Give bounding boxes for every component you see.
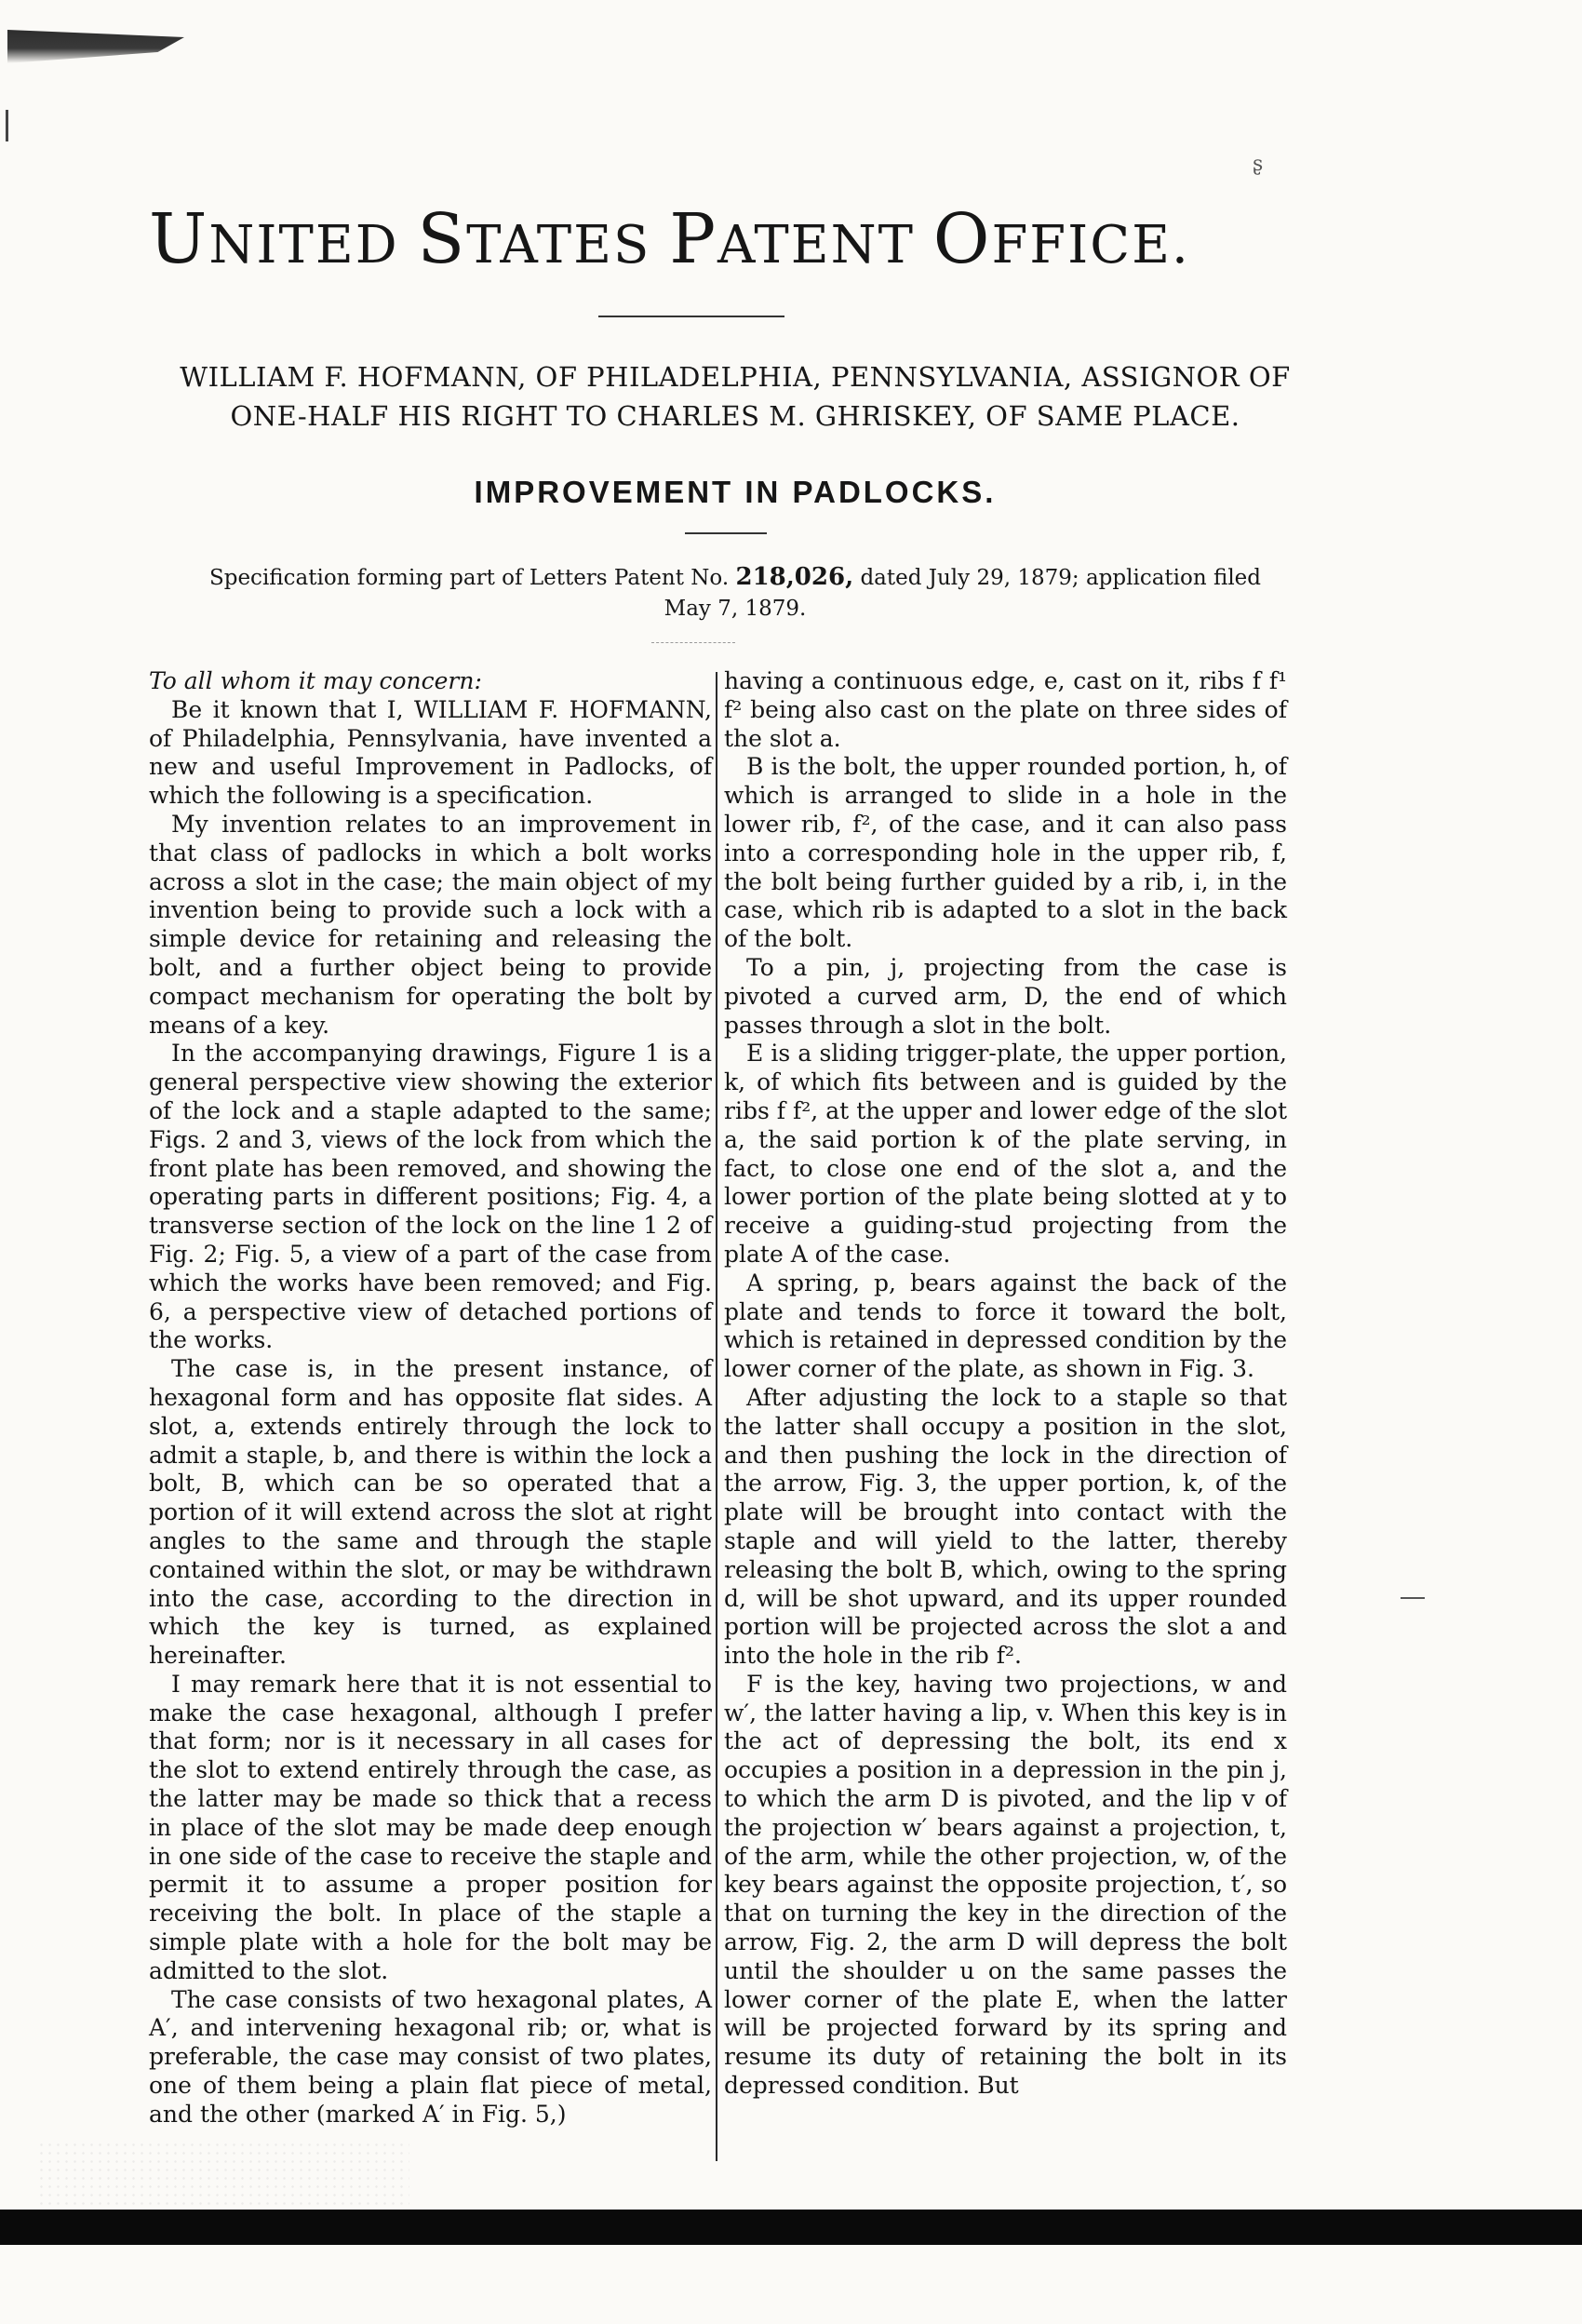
paragraph: Be it known that I, WILLIAM F. HOFMANN, of Philadelphia, Pennsylvania, have invented a new and useful Improvement in Padlocks, of which the following is a specification. bbox=[149, 695, 712, 810]
paragraph: The case is, in the present instance, of hexagonal form and has opposite flat sides. A slot, a, extends entirely through the lock to admit a staple, b, and there is within the lock a bolt, B, which can be so operated that a portion of it will extend across the slot at right angles to the same and through the staple contained within the slot, or may be withdrawn into the case, according to the direction in which the key is turned, as explained hereinafter. bbox=[149, 1355, 712, 1670]
corner-mark: ʂ bbox=[1253, 153, 1264, 176]
paragraph: E is a sliding trigger-plate, the upper portion, k, of which fits between and is guided by the ribs f f², at the upper and lower edge of the slot a, the said portion k of the plate serving, in fact, to close one end of the slot a, and the lower portion of the plate being slotted at y to receive a guiding-stud projecting from the plate A of the case. bbox=[724, 1040, 1287, 1268]
paragraph: F is the key, having two projections, w and w′, the latter having a lip, v. When this key is in the act of depressing the bolt, its end x occupies a position in a depression in the pin j, to which the arm D is pivoted, and the lip v of the projection w′ bears against a projection, t, of the arm, while the other projection, w, of the key bears against the opposite projection, t′, so that on turning the key in the direction of the arrow, Fig. 2, the arm D will depress the bolt until the shoulder u on the same passes the lower corner of the plate E, when the latter will be projected forward by its spring and resume its duty of retaining the bolt in its depressed condition. But bbox=[724, 1670, 1287, 2100]
scan-artifact bbox=[7, 26, 184, 63]
paragraph: My invention relates to an improvement in that class of padlocks in which a bolt works across a slot in the case; the main object of my invention being to provide such a lock with a simple device for retaining and releasing the bolt, and a further object being to provide compact mechanism for operating the bolt by means of a key. bbox=[149, 810, 712, 1039]
inventors-line-2: ONE-HALF HIS RIGHT TO CHARLES M. GHRISKEY, OF SAME PLACE. bbox=[230, 400, 1240, 432]
scan-bottom-bar bbox=[0, 2210, 1582, 2245]
paragraph: I may remark here that it is not essential to make the case hexagonal, although I prefer that form; nor is it necessary in all cases for the slot to extend entirely through the case, as the latter may be made so thick that a recess in place of the slot may be made deep enough in one side of the case to receive the staple and permit it to assume a proper position for receiving the bolt. In place of the staple a simple plate with a hole for the bolt may be admitted to the slot. bbox=[149, 1670, 712, 1984]
paragraph: B is the bolt, the upper rounded portion, h, of which is arranged to slide in a hole in the lower rib, f², of the case, and it can also pass into a corresponding hole in the upper rib, f, the bolt being further guided by a rib, i, in the case, which rib is adapted to a slot in the back of the bolt. bbox=[724, 753, 1287, 953]
scan-artifact bbox=[1401, 1597, 1425, 1599]
divider-rule bbox=[685, 532, 767, 534]
right-column bbox=[724, 667, 1287, 2101]
divider-rule bbox=[598, 316, 784, 317]
inventors-line bbox=[140, 357, 1331, 436]
paragraph: A spring, p, bears against the back of the plate and tends to force it toward the bolt, which is retained in depressed condition by the lower corner of the plate, as shown in Fig. 3. bbox=[724, 1269, 1287, 1383]
paragraph: having a continuous edge, e, cast on it, ribs f f¹ f² being also cast on the plate on three sides of the slot a. bbox=[724, 667, 1287, 752]
paragraph: The case consists of two hexagonal plates, A A′, and intervening hexagonal rib; or, what is preferable, the case may consist of two plates, one of them being a plain flat piece of metal, and the other (marked A′ in Fig. 5,) bbox=[149, 1985, 712, 2128]
patent-title: IMPROVEMENT IN PADLOCKS. bbox=[474, 475, 997, 509]
paragraph: In the accompanying drawings, Figure 1 is a general perspective view showing the exterior of the lock and a staple adapted to the same; Figs. 2 and 3, views of the lock from which the front plate has been removed, and showing the operating parts in different positions; Fig. 4, a transverse section of the lock on the line 1 2 of Fig. 2; Fig. 5, a view of a part of the case from which the works have been removed; and Fig. 6, a perspective view of detached portions of the works. bbox=[149, 1040, 712, 1354]
patent-number: 218,026, bbox=[735, 563, 854, 591]
left-column bbox=[149, 667, 712, 2129]
inventors-line-1: WILLIAM F. HOFMANN, OF PHILADELPHIA, PENNSYLVANIA, ASSIGNOR OF bbox=[180, 361, 1291, 393]
paragraph: After adjusting the lock to a staple so that the latter shall occupy a position in the slot, and then pushing the lock in the direction of the arrow, Fig. 3, the upper portion, k, of the plate will be brought into contact with the staple and will yield to the latter, thereby releasing the bolt B, which, owing to the spring d, will be shot upward, and its upper rounded portion will be projected across the slot a and into the hole in the rib f². bbox=[724, 1383, 1287, 1670]
divider-rule bbox=[651, 642, 735, 644]
office-title: UNITED STATES PATENT OFFICE. bbox=[149, 199, 1190, 279]
salutation: To all whom it may concern: bbox=[149, 667, 482, 694]
scan-artifact bbox=[6, 110, 8, 141]
column-divider bbox=[716, 672, 717, 2161]
specification-line: Specification forming part of Letters Patent No. 218,026, dated July 29, 1879; application filed May 7, 1879. bbox=[208, 563, 1262, 621]
paragraph: To a pin, j, projecting from the case is pivoted a curved arm, D, the end of which passes through a slot in the bolt. bbox=[724, 953, 1287, 1039]
scan-noise bbox=[37, 2141, 409, 2206]
